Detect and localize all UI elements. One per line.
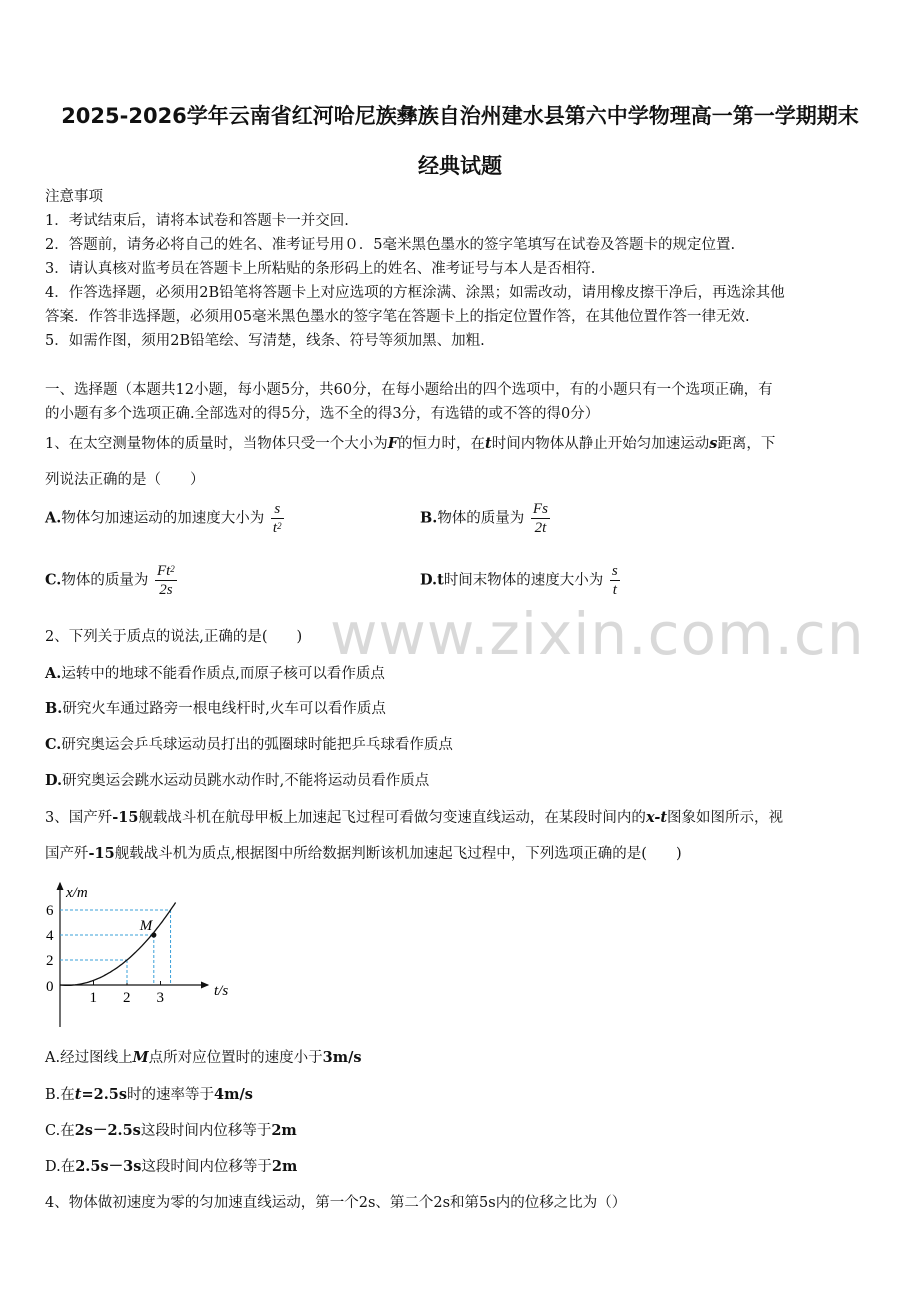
q1-option-c[interactable]: C.物体的质量为 $\frac{Ft^2}{2s}$ [45, 563, 175, 598]
notice-item-1: 1．考试结束后，请将本试卷和答题卡一并交回. [45, 213, 349, 229]
q2-option-a[interactable]: A.运转中的地球不能看作质点,而原子核可以看作质点 [45, 665, 385, 682]
graph-y-axis-label: x/m [66, 885, 88, 901]
q1-option-b[interactable]: B.物体的质量为 $\frac{Fs}{2t}$ [420, 501, 548, 536]
exam-title-line1: 2025-2026学年云南省红河哈尼族彝族自治州建水县第六中学物理高一第一学期期末 [61, 104, 859, 128]
q2-option-c[interactable]: C.研究奥运会乒乓球运动员打出的弧圈球时能把乒乓球看作质点 [45, 736, 453, 753]
q1-d-fraction: $\frac{s}{t}$ [611, 563, 618, 598]
q3-option-a[interactable]: A.经过图线上M点所对应位置时的速度小于3m/s [45, 1049, 362, 1066]
graph-x-tick-label: 2 [123, 990, 131, 1006]
q2-stem: 2、下列关于质点的说法,正确的是( ) [45, 629, 303, 645]
graph-x-tick-label: 1 [89, 990, 97, 1006]
graph-curve [60, 903, 176, 986]
exam-title-line2: 经典试题 [418, 154, 502, 178]
section-heading-line2: 的小题有多个选项正确.全部选对的得5分，选不全的得3分，有选错的或不答的得0分） [45, 406, 600, 422]
q2-option-d[interactable]: D.研究奥运会跳水运动员跳水动作时,不能将运动员看作质点 [45, 772, 430, 789]
graph-x-tick-label: 3 [156, 990, 164, 1006]
q1-stem-line1: 1、在太空测量物体的质量时，当物体只受一个大小为F的恒力时，在t时间内物体从静止开始匀加速运动s距离，下 [45, 435, 776, 452]
q1-stem-line2: 列说法正确的是（ ） [45, 472, 205, 488]
q1-option-d[interactable]: D.t时间末物体的速度大小为 $\frac{s}{t}$ [420, 563, 618, 598]
graph-dynamic-group [46, 903, 176, 1007]
graph-point-m-label: M [139, 918, 153, 934]
notice-item-2: 2．答题前，请务必将自己的姓名、准考证号用０．5毫米黑色墨水的签字笔填写在试卷及答题卡的规定位置. [45, 237, 736, 253]
q4-stem: 4、物体做初速度为零的匀加速直线运动，第一个2s、第二个2s和第5s内的位移之比为（） [45, 1195, 627, 1211]
q1-option-a[interactable]: A.物体匀加速运动的加速度大小为 $\frac{s}{t^2}$ [45, 501, 282, 536]
notice-item-5: 5．如需作图，须用2B铅笔绘、写清楚，线条、符号等须加黑、加粗. [45, 333, 485, 349]
q1-b-fraction: $\frac{Fs}{2t}$ [532, 501, 548, 536]
notice-heading: 注意事项 [45, 189, 103, 205]
graph-y-tick-label: 4 [46, 928, 54, 944]
watermark-text: www.zixin.com.cn [330, 600, 865, 668]
q1-a-fraction: $\frac{s}{t^2}$ [272, 501, 282, 536]
notice-item-3: 3．请认真核对监考员在答题卡上所粘贴的条形码上的姓名、准考证号与本人是否相符. [45, 261, 596, 277]
q1-c-fraction: $\frac{Ft^2}{2s}$ [156, 563, 175, 598]
notice-item-4-cont: 答案．作答非选择题，必须用05毫米黑色墨水的签字笔在答题卡上的指定位置作答，在其他位置作答一律无效. [45, 309, 750, 325]
q2-option-b[interactable]: B.研究火车通过路旁一根电线杆时,火车可以看作质点 [45, 700, 386, 717]
q3-option-b[interactable]: B.在t=2.5s时的速率等于4m/s [45, 1086, 253, 1103]
q3-stem-line2: 国产歼-15舰载战斗机为质点,根据图中所给数据判断该机加速起飞过程中，下列选项正确的是( ) [45, 845, 682, 862]
notice-item-4: 4．作答选择题，必须用2B铅笔将答题卡上对应选项的方框涂满、涂黑；如需改动，请用橡皮擦干净后，再选涂其他 [45, 285, 785, 301]
graph-origin-label: 0 [46, 979, 54, 995]
graph-y-tick-label: 2 [46, 953, 54, 969]
xt-graph [40, 875, 250, 1035]
graph-y-tick-label: 6 [46, 903, 54, 919]
q3-stem-line1: 3、国产歼-15舰载战斗机在航母甲板上加速起飞过程可看做匀变速直线运动，在某段时间内的x-t图象如图所示，视 [45, 809, 784, 826]
section-heading-line1: 一、选择题（本题共12小题，每小题5分，共60分，在每小题给出的四个选项中，有的小题只有一个选项正确，有 [45, 382, 773, 398]
q3-option-d[interactable]: D.在2.5s－3s这段时间内位移等于2m [45, 1158, 298, 1175]
graph-x-axis-label: t/s [214, 983, 229, 999]
q3-option-c[interactable]: C.在2s－2.5s这段时间内位移等于2m [45, 1122, 297, 1139]
